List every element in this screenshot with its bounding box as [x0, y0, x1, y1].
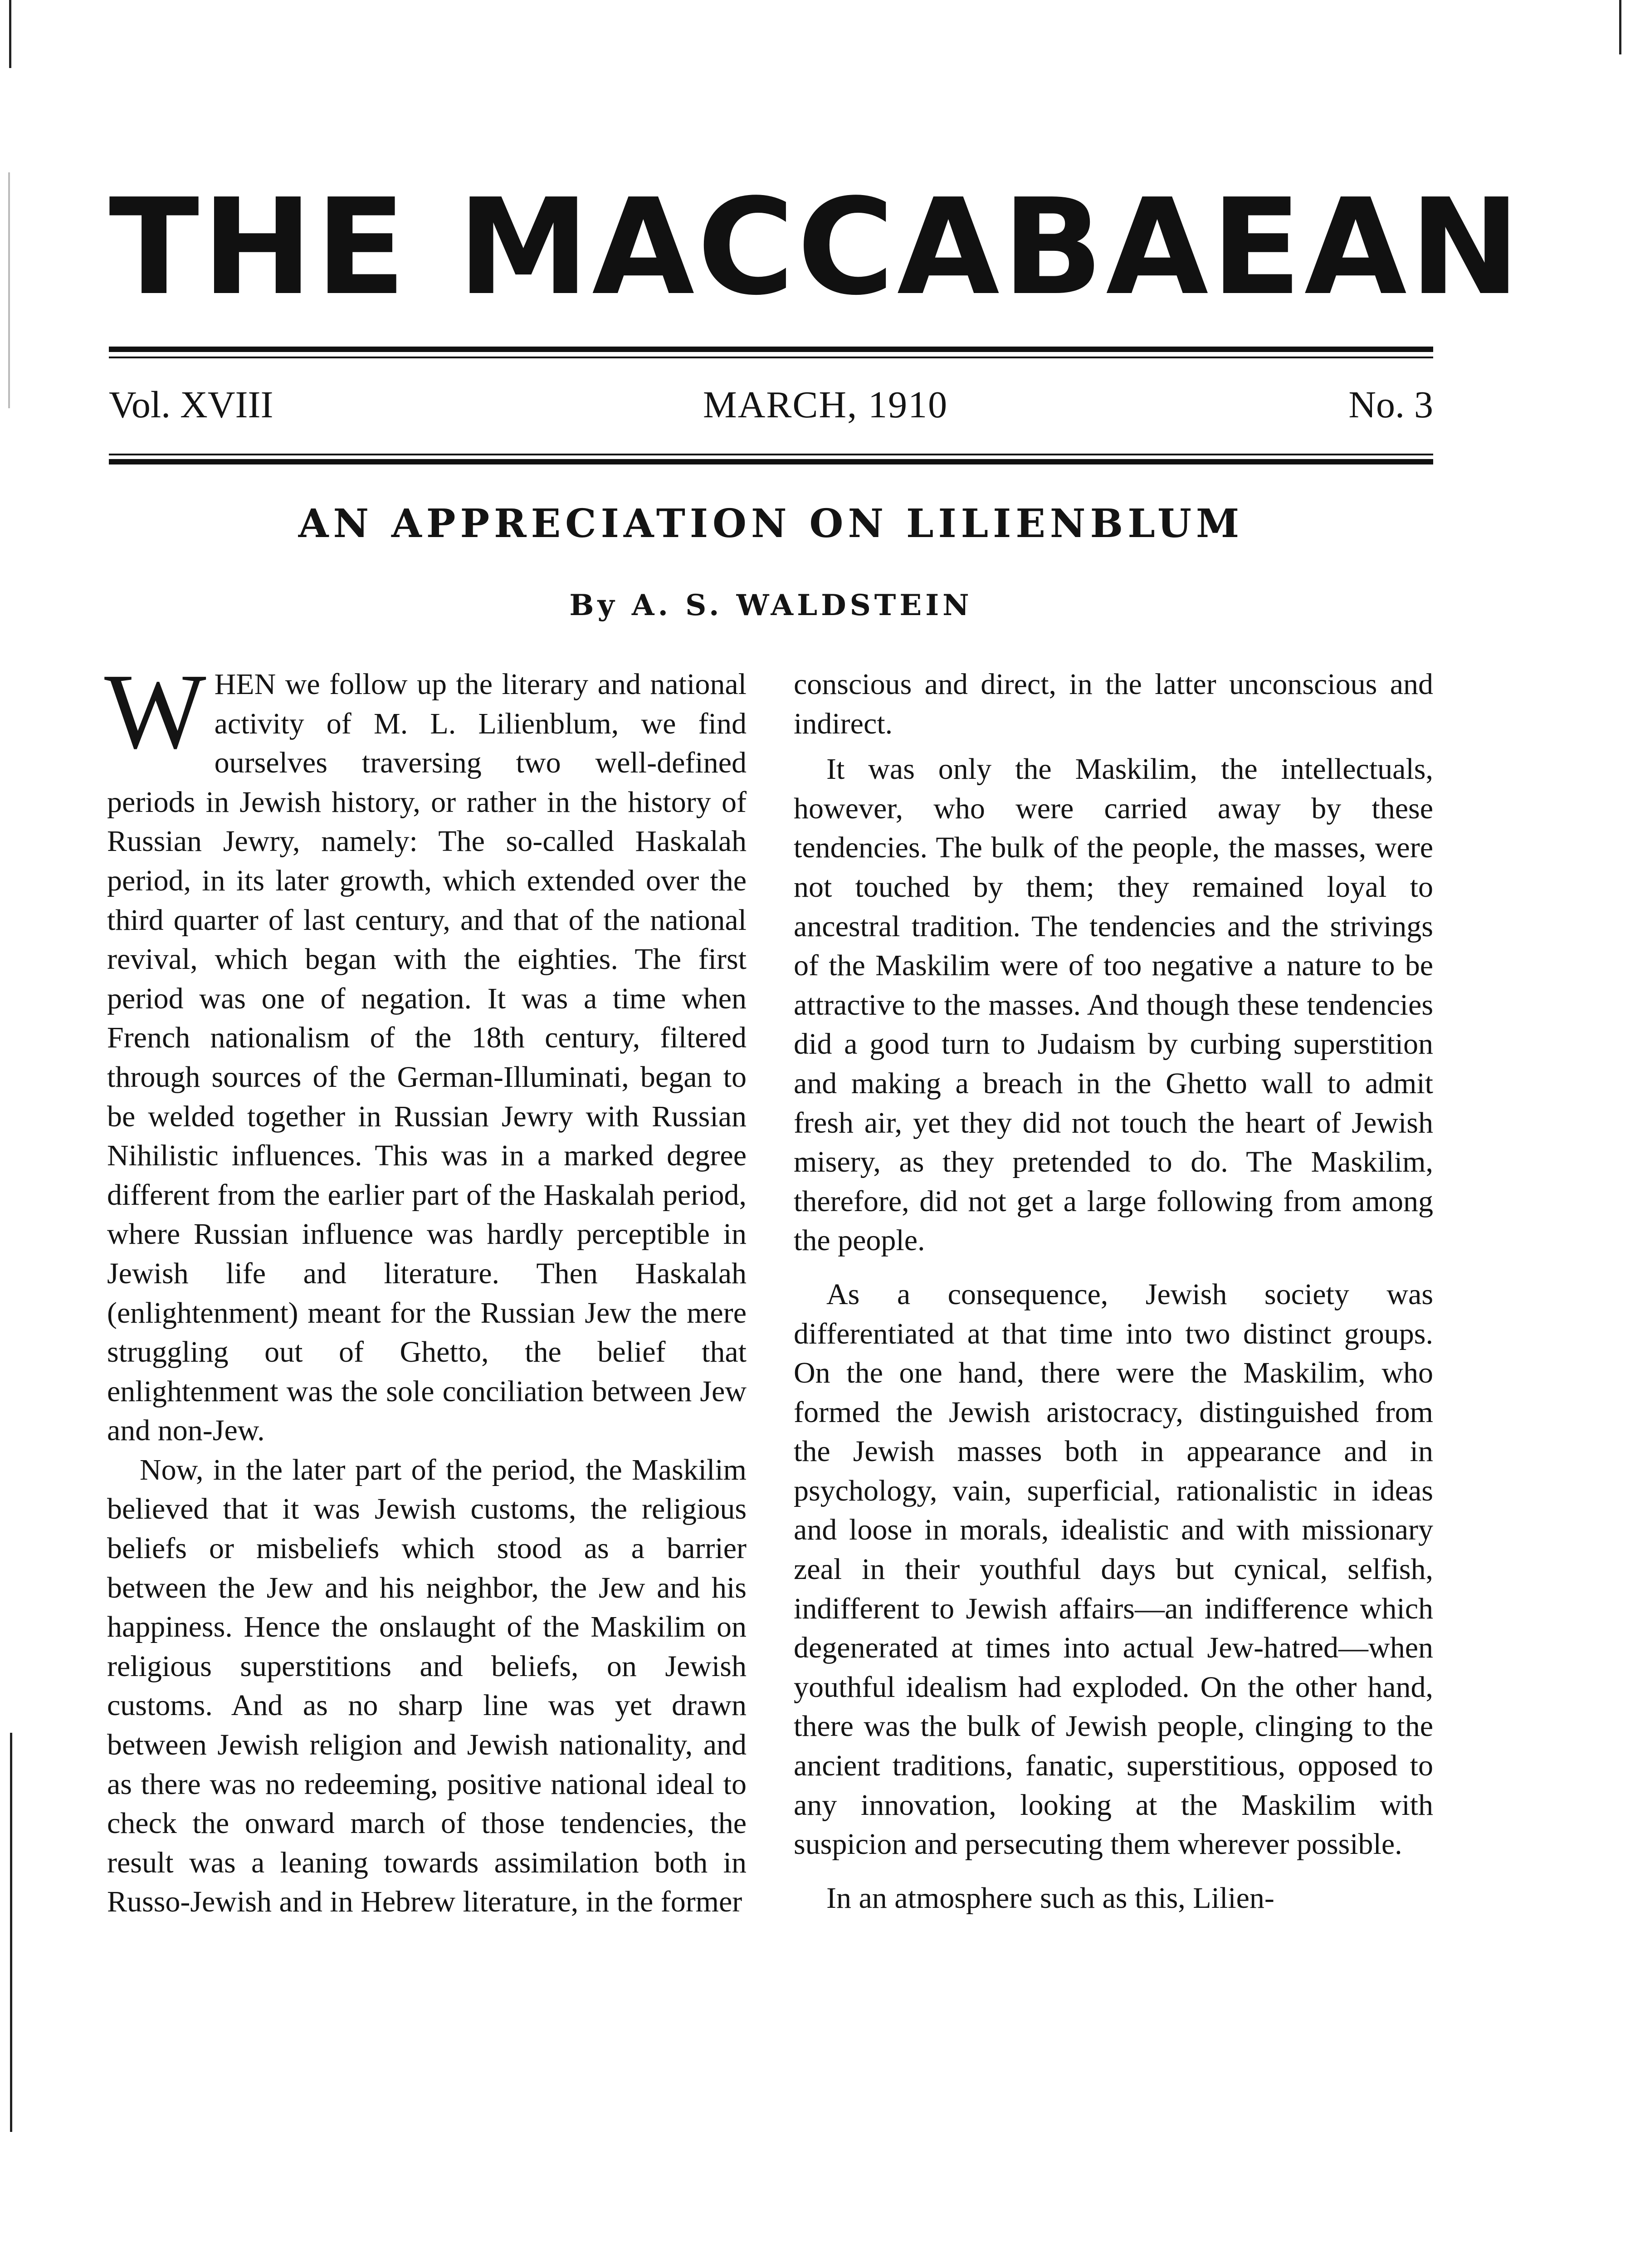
scan-edge-mark [9, 0, 11, 68]
masthead-rule-bottom [109, 459, 1433, 464]
article-title: AN APPRECIATION ON LILIENBLUM [298, 501, 1244, 547]
masthead-rule-top [109, 347, 1433, 352]
masthead-rule-bottom-thin [109, 454, 1433, 455]
issue-number: No. 3 [1348, 384, 1433, 426]
scan-edge-mark [10, 1733, 12, 2132]
paragraph: As a consequence, Jewish society was differentiated at that time into two distinct groups. On the one hand, there were the Maskilim, who formed the Jewish aristocracy, distinguished from the Jewish masses both in appearance and in psychology, vain, superficial, rationalistic in ideas and loose in morals, idealistic and with missionary zeal in their youthful days but cynical, selfish, indifferent to Jewish affairs—an indifference which degenerated at times into actual Jew-hatred—when youthful idealism had exploded. On the other hand, there was the bulk of Jewish people, clinging to the ancient traditions, fanatic, superstitious, opposed to any innovation, looking at the Maskilim with suspicion and persecuting them wherever possible. [794, 1277, 1433, 1861]
paragraph [104, 652, 747, 1451]
paragraph: It was only the Maskilim, the intellectuals, however, who were carried away by these tendencies. The bulk of the people, the masses, were not touched by them; they remained loyal to ancestral tradition. The tendencies and the strivings of the Maskilim were of too negative a nature to be attractive to the masses. And though these tendencies did a good turn to Judaism by curbing superstition and making a breach in the Ghetto wall to admit fresh air, yet they did not touch the heart of Jewish misery, as they pretended to do. The Maskilim, therefore, did not get a large following from among the people. [794, 753, 1433, 1257]
paragraph-text: HEN we follow up the literary and national activity of M. L. Lilienblum, we find ourselves traversing two well-defined periods in Jewish history, or rather in the history of Russian Jewry, namely: The so-called Haskalah period, in its later growth, which extended over the third quarter of last century, and that of the national revival, which began with the eighties. The first period was one of negation. It was a time when French nationalism of the 18th century, filtered through sources of the German-Illuminati, began to be welded together in Russian Jewry with Russian Nihilistic influences. This was in a marked degree different from the earlier part of the Haskalah period, where Russian influence was hardly perceptible in Jewish life and literature. Then Haskalah (enlightenment) meant for the Russian Jew the mere struggling out of Ghetto, the belief that enlightenment was the sole conciliation between Jew and non-Jew. [107, 668, 747, 1447]
issue-date: MARCH, 1910 [703, 384, 948, 426]
paragraph: conscious and direct, in the latter unconscious and indirect. [794, 668, 1433, 740]
article-column-left [104, 652, 747, 1922]
volume-label: Vol. XVIII [109, 384, 273, 426]
issue-line [109, 380, 1433, 430]
paragraph: Now, in the later part of the period, the Maskilim believed that it was Jewish customs, the religious beliefs or misbeliefs which stood as a barrier between the Jew and his neighbor, the Jew and his happiness. Hence the onslaught of the Maskilim on religious superstitions and beliefs, on Jewish customs. And as no sharp line was yet drawn between Jewish religion and Jewish nationality, and as there was no redeeming, positive national ideal to check the onward march of those tendencies, the result was a leaning towards assimilation both in Russo-Jewish and in Hebrew literature, in the former [107, 1453, 747, 1919]
masthead-title: THE MACCABAEAN [109, 170, 1523, 324]
article-byline: By A. S. WALDSTEIN [569, 588, 973, 622]
masthead-rule-top-thin [109, 357, 1433, 358]
drop-cap: W [104, 652, 206, 771]
paragraph: In an atmosphere such as this, Lilien- [826, 1881, 1274, 1915]
scan-edge-mark [1619, 0, 1621, 54]
article-column-right [794, 665, 1433, 1918]
scan-edge-mark [8, 172, 10, 408]
